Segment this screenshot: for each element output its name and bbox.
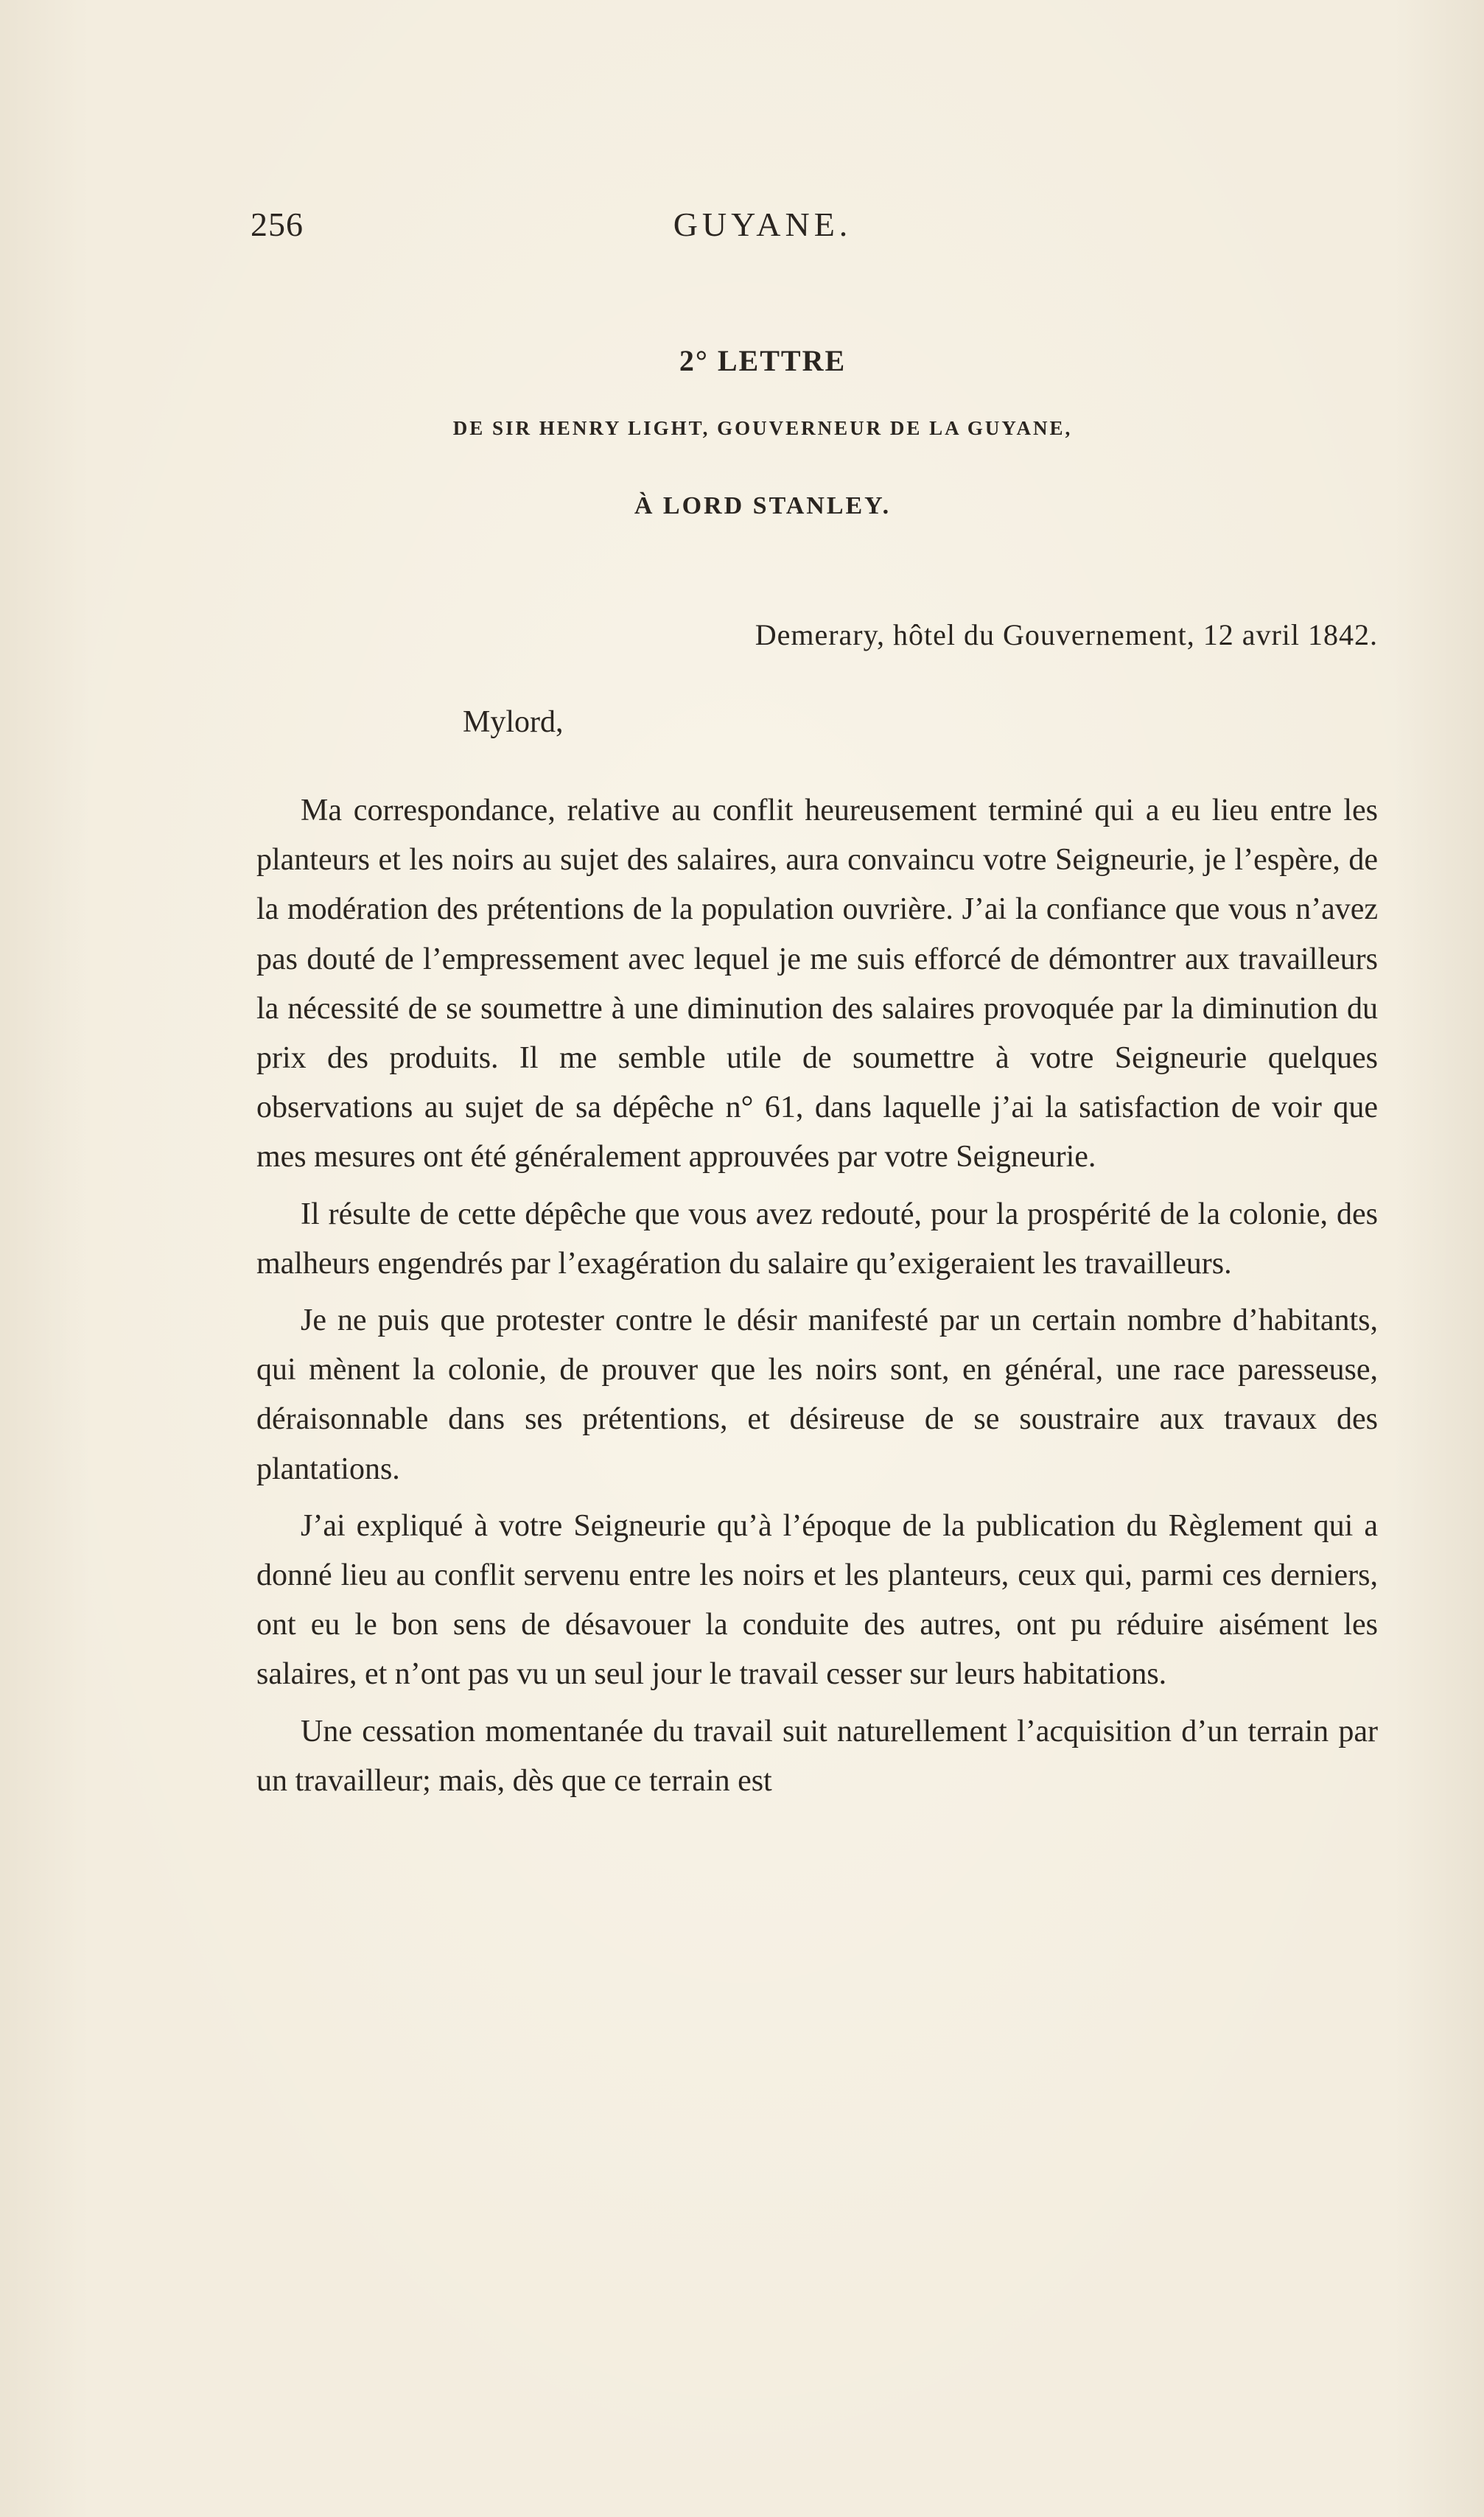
paragraph: Ma correspondance, relative au conflit heureusement terminé qui a eu lieu entre les planteurs et les noirs au sujet des salaires, aura convaincu votre Seigneurie, je l’espère, de la modération des prétentions de la population ouvrière. J’ai la confiance que vous n’avez pas douté de l’empressement avec lequel je me suis efforcé de démontrer aux travailleurs la nécessité de se soumettre à une diminution des salaires provoquée par la diminution du prix des produits. Il me semble utile de soumettre à votre Seigneurie quelques observations au sujet de sa dépêche n° 61, dans laquelle j’ai la satisfaction de voir que mes mesures ont été généralement approuvées par votre Seigneurie. xyxy=(256,794,1378,1175)
paragraph: Il résulte de cette dépêche que vous avez redouté, pour la prospérité de la colonie, des malheurs engendrés par l’exagération du salaire qu’exigeraient les travailleurs. xyxy=(256,1197,1378,1281)
letter-salutation: Mylord, xyxy=(463,705,564,739)
paragraph: J’ai expliqué à votre Seigneurie qu’à l’époque de la publication du Règlement qui a donné lieu au conflit servenu entre les noirs et les planteurs, ceux qui, parmi ces derniers, ont eu le bon sens de désavouer la conduite des autres, ont pu réduire aisément les salaires, et n’ont pas vu un seul jour le travail cesser sur leurs habitations. xyxy=(256,1508,1378,1692)
paragraph: Une cessation momentanée du travail suit naturellement l’acquisition d’un terrain par un travailleur; mais, dès que ce terrain est xyxy=(256,1714,1378,1798)
letter-body xyxy=(256,786,1378,1813)
running-title: GUYANE. xyxy=(673,206,853,243)
page-number: 256 xyxy=(251,206,304,243)
letter-dateline: Demerary, hôtel du Gouvernement, 12 avril 1842. xyxy=(755,618,1378,651)
paragraph: Je ne puis que protester contre le désir manifesté par un certain nombre d’habitants, qui mènent la colonie, de prouver que les noirs sont, en général, une race paresseuse, déraisonnable dans ses prétentions, et désireuse de se soustraire aux travaux des plantations. xyxy=(256,1303,1378,1486)
letter-recipient: À LORD STANLEY. xyxy=(634,492,892,519)
letter-sender: DE SIR HENRY LIGHT, GOUVERNEUR DE LA GUYANE, xyxy=(452,417,1073,439)
running-head xyxy=(251,205,1275,256)
letter-heading: 2° LETTRE xyxy=(679,344,847,377)
